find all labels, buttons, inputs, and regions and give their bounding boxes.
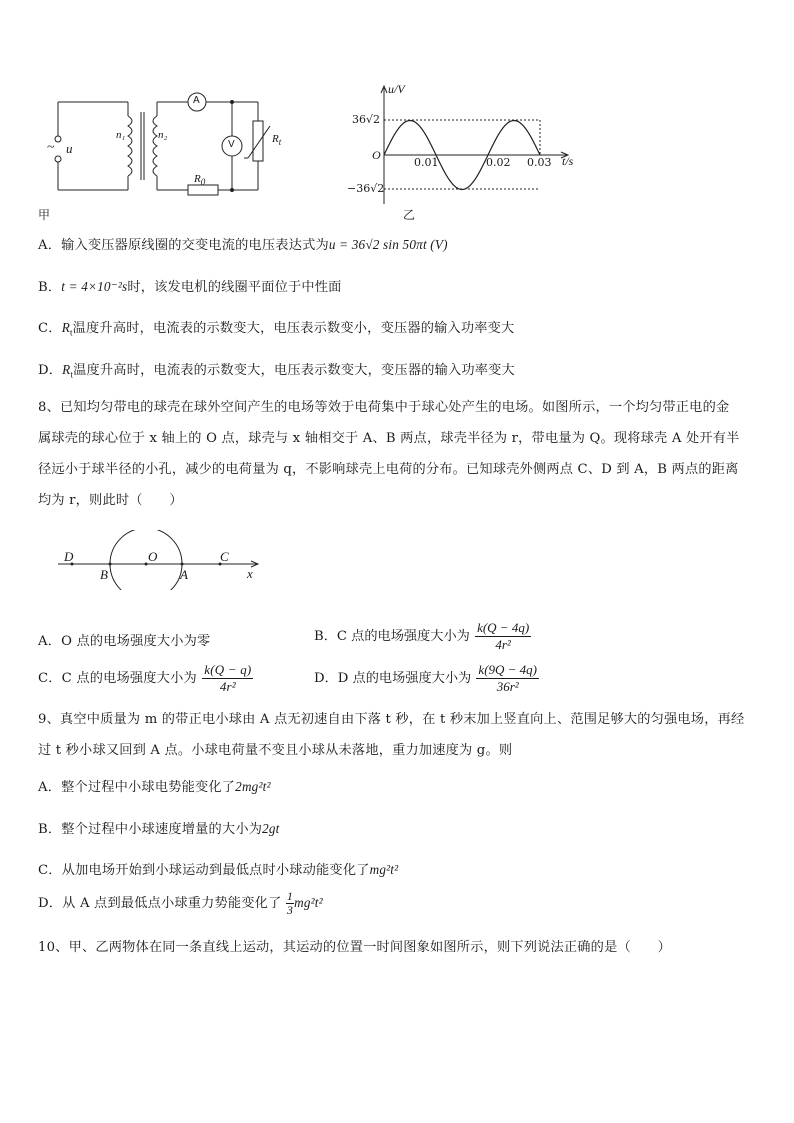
q9-option-c: C．从加电场开始到小球运动到最低点时小球动能变化了mg²t² xyxy=(38,862,399,878)
q8-stem-line: 均为 r，则此时（ ） xyxy=(38,493,183,508)
q7-option-c: C．$R_t$温度升高时，电流表的示数变大，电压表示数变小，变压器的输入功率变大 xyxy=(38,320,515,338)
r0-label: $R_0$ xyxy=(194,173,206,188)
source-symbol: ~ xyxy=(47,140,55,155)
circuit-figure xyxy=(38,86,278,212)
n2-label: n₂ xyxy=(158,129,168,141)
q8-stem-line: 8、已知均匀带电的球壳在球外空间产生的电场等效于电荷集中于球心处产生的电场。如图所示，一个均匀带正电的金 xyxy=(38,400,730,415)
x-tick-label: 0.01 xyxy=(414,156,439,169)
point-c-label: C xyxy=(220,549,229,564)
point-d-label: D xyxy=(64,549,74,564)
y-max-label: 36√2 xyxy=(352,113,381,126)
x-tick-label: 0.03 xyxy=(527,156,552,169)
point-b-label: B xyxy=(100,567,108,582)
q8-option-a: A．O 点的电场强度大小为零 xyxy=(38,634,211,649)
q8-stem-line: 径远小于球半径的小孔，减少的电荷量为 q，不影响球壳上电荷的分布。已知球壳外侧两点 C、D 到 A，B 两点的距离 xyxy=(38,462,739,477)
x-axis-label: t/s xyxy=(562,154,574,168)
y-min-label: −36√2 xyxy=(347,182,385,195)
point-a-label: A xyxy=(180,567,188,582)
q10-stem-line: 10、甲、乙两物体在同一条直线上运动，其运动的位置一时间图象如图所示，则下列说法正确的是（ ） xyxy=(38,940,672,955)
q8-option-d: D．D 点的电场强度大小为 $\frac{k(9Q - 4q)}{\text{36r²}}$ xyxy=(314,662,538,694)
q8-option-c: C．C 点的电场强度大小为 $\frac{k(Q - q)}{\text{4r²}}$ xyxy=(38,662,252,694)
q9-stem-line: 过 t 秒小球又回到 A 点。小球电荷量不变且小球从未落地，重力加速度为 g。则 xyxy=(38,743,513,758)
q9-stem-line: 9、真空中质量为 m 的带正电小球由 A 点无初速自由下落 t 秒，在 t 秒末加上竖直向上、范围足够大的匀强电场，再经 xyxy=(38,712,745,727)
q8-stem-line: 属球壳的球心位于 x 轴上的 O 点，球壳与 x 轴相交于 A、B 两点，球壳半径为 r，带电量为 Q。现将球壳 A 处开有半 xyxy=(38,431,740,446)
figure-jia-label: 甲 xyxy=(38,208,51,222)
voltmeter-label: V xyxy=(228,139,235,150)
ammeter-label: A xyxy=(193,95,200,106)
q8-option-b: B．C 点的电场强度大小为 $\frac{k(Q - 4q)}{\text{4r²}}$ xyxy=(314,620,530,652)
n1-label: n₁ xyxy=(116,129,126,141)
origin-label: O xyxy=(372,148,381,162)
figure-yi-label: 乙 xyxy=(403,208,416,222)
q9-option-b: B．整个过程中小球速度增量的大小为2gt xyxy=(38,821,280,837)
q7-option-a: A．输入变压器原线圈的交变电流的电压表达式为u = 36√2 sin 50πt (V) xyxy=(38,237,448,253)
y-axis-label: u/V xyxy=(388,82,405,96)
x-axis-label: x xyxy=(247,566,253,581)
sphere-figure xyxy=(58,530,268,590)
q7-option-d: D．$R_t$温度升高时，电流表的示数变大，电压表示数变大，变压器的输入功率变大 xyxy=(38,362,515,380)
point-o-label: O xyxy=(148,549,158,564)
q7-option-b: B．t = 4×10⁻²s时，该发电机的线圈平面位于中性面 xyxy=(38,279,342,295)
rt-label: $R_t$ xyxy=(272,133,282,148)
q9-option-a: A．整个过程中小球电势能变化了2mg²t² xyxy=(38,779,271,795)
x-tick-label: 0.02 xyxy=(486,156,511,169)
source-voltage-label: u xyxy=(66,141,73,156)
q9-option-d: D．从 A 点到最低点小球重力势能变化了 $\frac{1}{3}$ mg²t² xyxy=(38,889,323,917)
